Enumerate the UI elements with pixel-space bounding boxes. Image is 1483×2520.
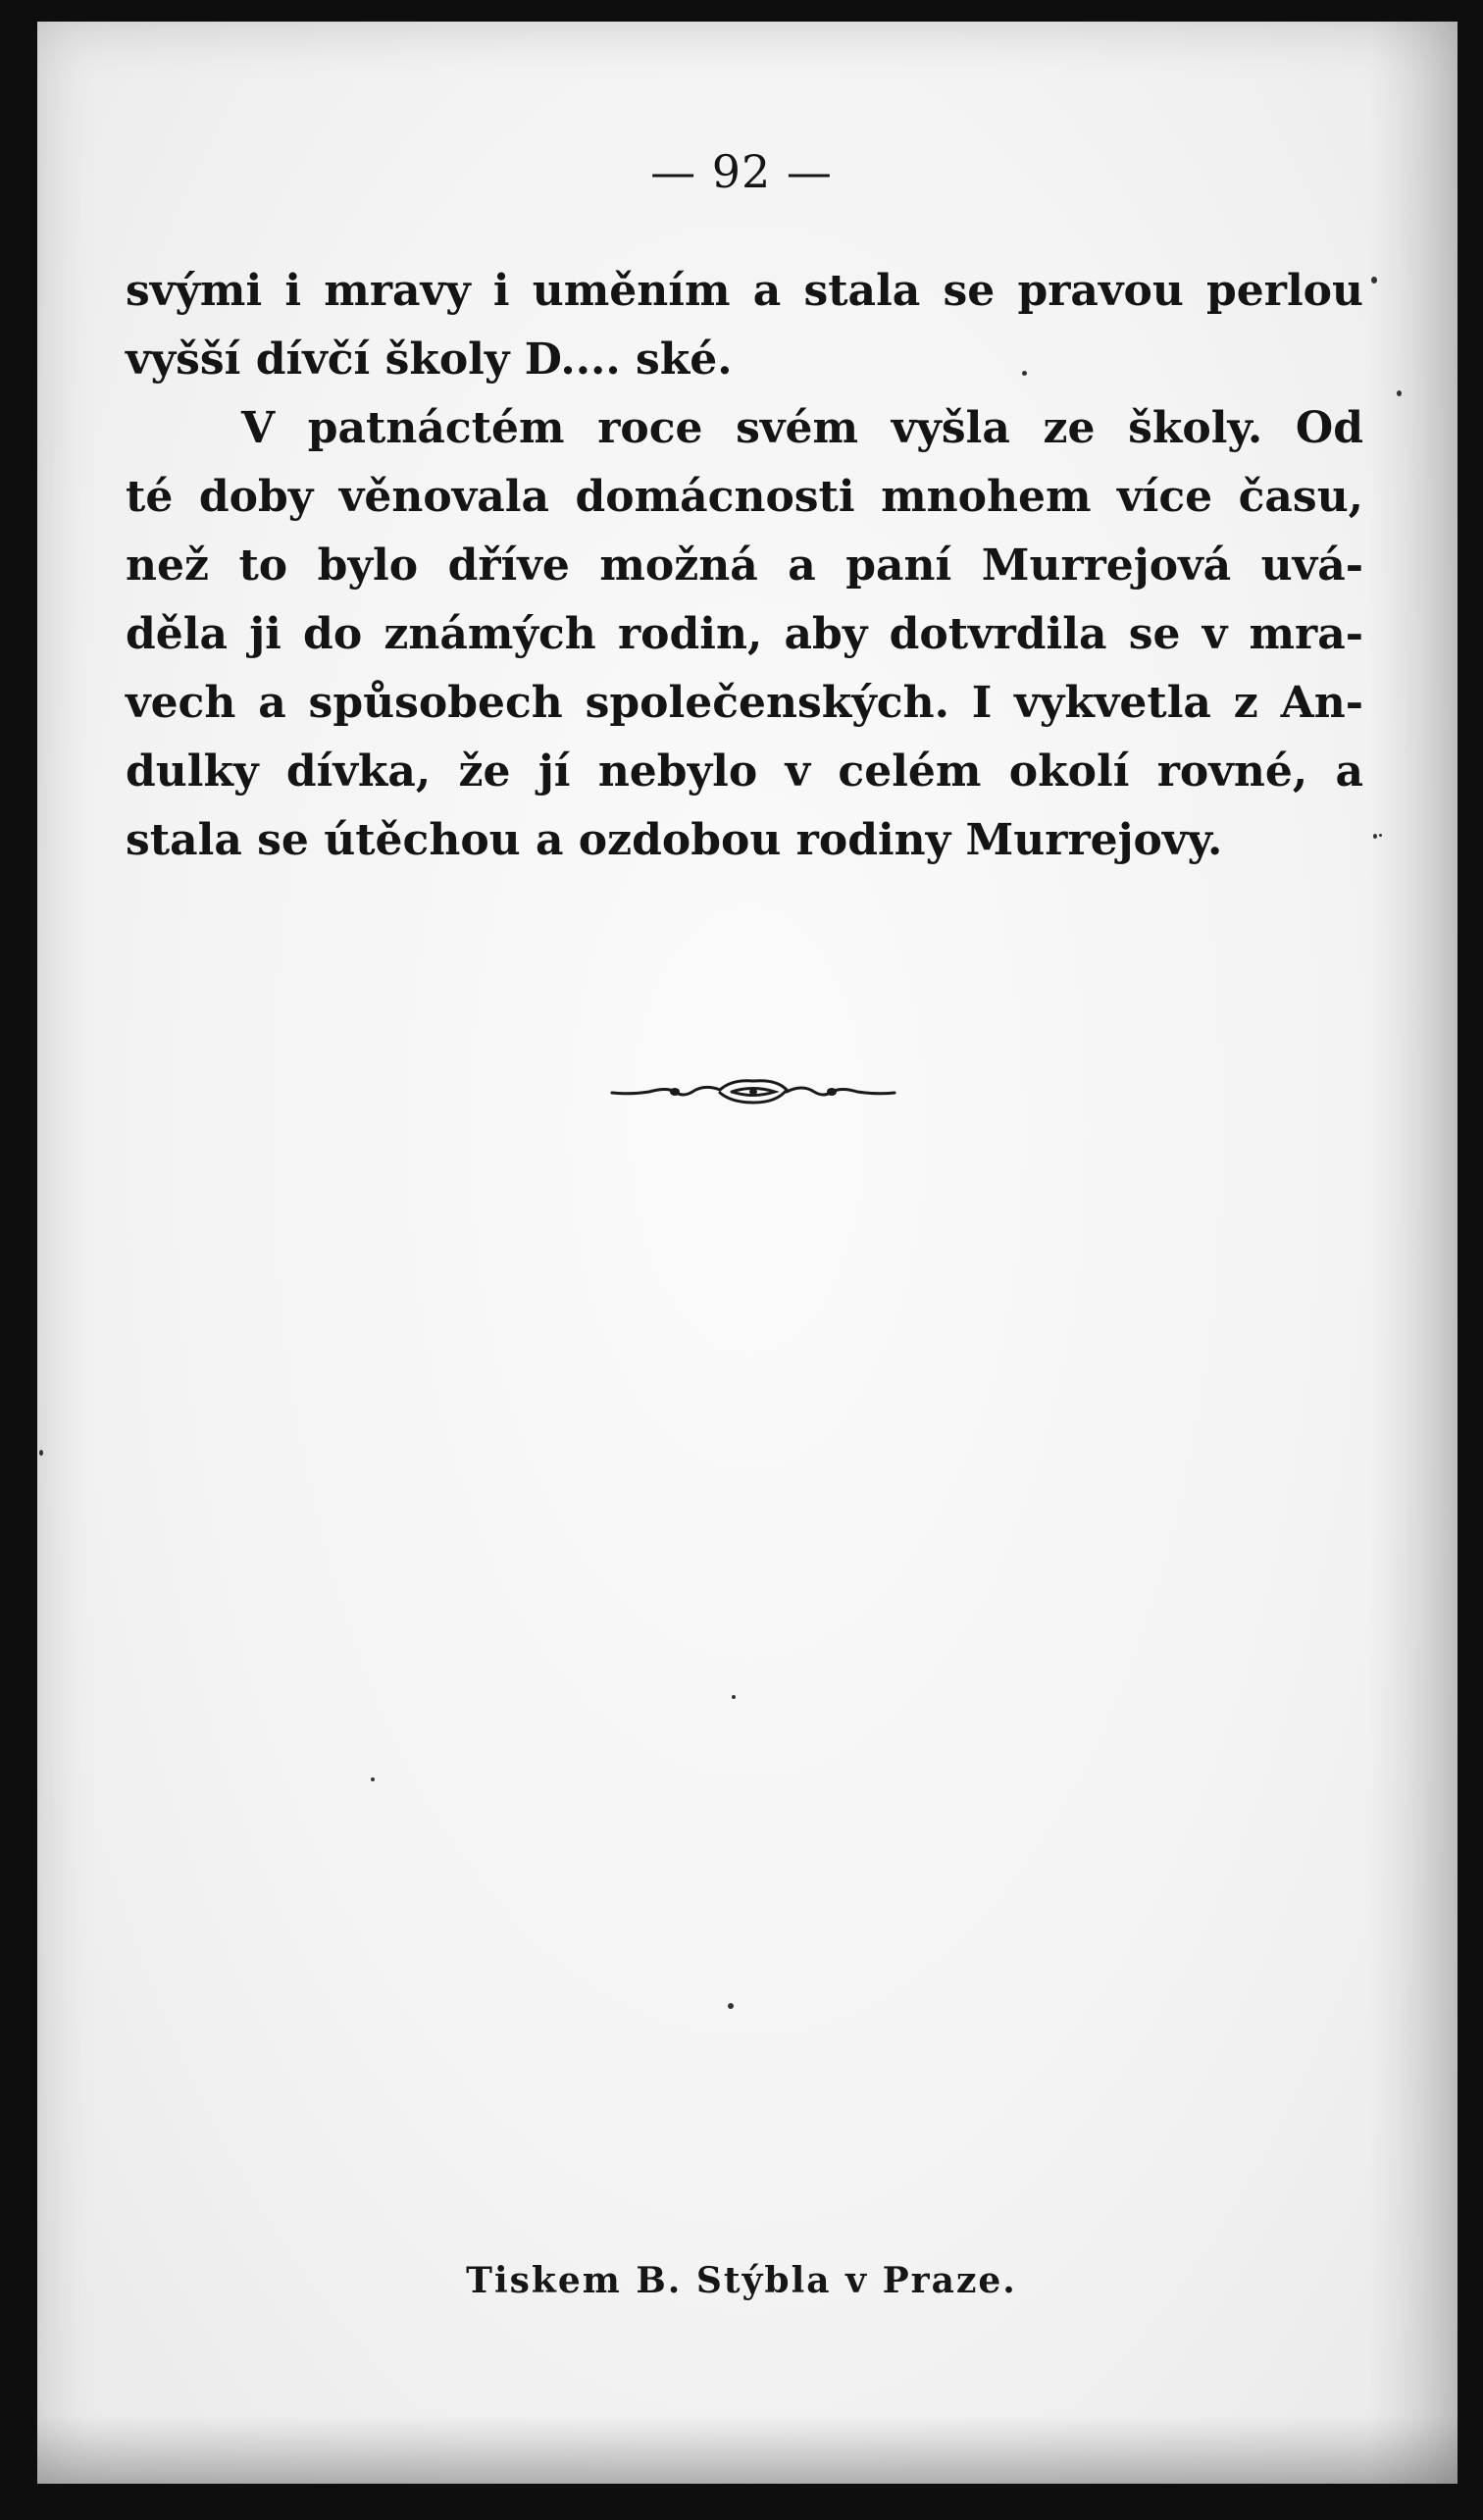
- text-line: děla ji do známých rodin, aby dotvrdila se v mra-: [126, 609, 1363, 659]
- body-paragraph: [126, 257, 1363, 875]
- scan-speck: [728, 2003, 734, 2009]
- page-number: — 92 —: [650, 145, 833, 198]
- decorative-scroll-ornament-icon: [610, 1073, 896, 1110]
- text-line: té doby věnovala domácnosti mnohem více času,: [126, 472, 1363, 522]
- scan-speck: [1373, 834, 1377, 839]
- text-line: dulky dívka, že jí nebylo v celém okolí rovné, a: [126, 746, 1363, 797]
- text-line: než to bylo dříve možná a paní Murrejová uvá-: [126, 540, 1363, 591]
- text-line: vech a spůsobech společenských. I vykvetla z An-: [126, 678, 1363, 728]
- scan-speck: [1371, 277, 1377, 283]
- text-line: vyšší dívčí školy D.... ské.: [126, 334, 733, 385]
- scan-speck: [1022, 371, 1027, 376]
- page-edge-shadow: [1369, 22, 1457, 2484]
- scan-speck: [1397, 390, 1402, 396]
- printer-imprint: Tiskem B. Stýbla v Praze.: [466, 2260, 1017, 2301]
- page-bottom-shadow: [37, 2415, 1457, 2484]
- text-line: V patnáctém roce svém vyšla ze školy. Od: [241, 403, 1363, 453]
- scan-speck: [371, 1777, 375, 1781]
- text-line: stala se útěchou a ozdobou rodiny Murrejovy.: [126, 815, 1223, 865]
- scan-speck: [39, 1450, 43, 1456]
- scan-speck: [732, 1695, 736, 1699]
- text-line: svými i mravy i uměním a stala se pravou perlou: [126, 266, 1363, 316]
- scan-speck: [1379, 834, 1382, 837]
